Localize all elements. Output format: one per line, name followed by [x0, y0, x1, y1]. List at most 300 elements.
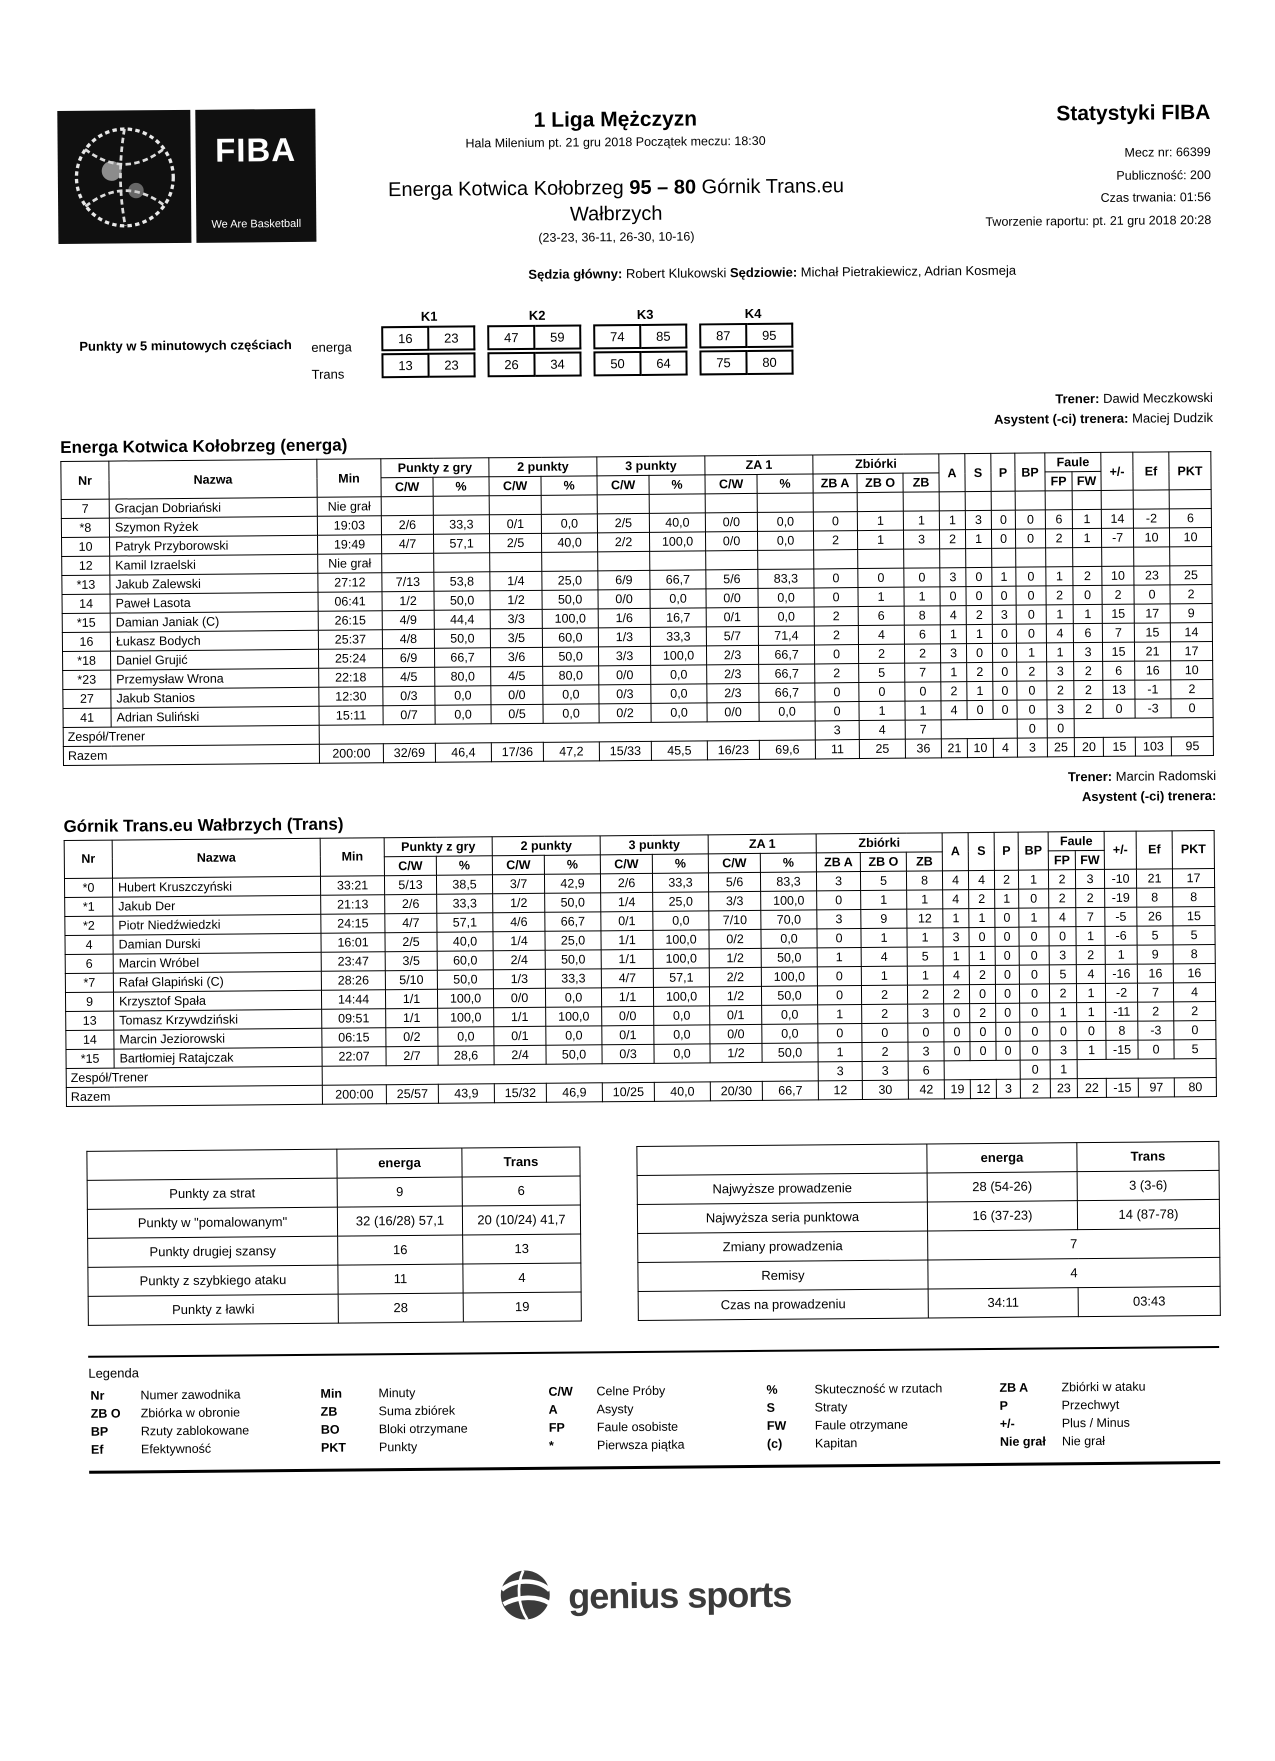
table-cell: 13 — [1103, 680, 1135, 699]
table-cell: 8 — [1106, 1021, 1138, 1040]
table-cell: 28:26 — [321, 970, 385, 990]
table-cell: Najwyższa seria punktowa — [637, 1202, 927, 1234]
table-cell: 10 — [1102, 566, 1134, 585]
table-cell: Punkty — [377, 1436, 547, 1455]
table-cell — [597, 495, 649, 514]
table-cell: 2 — [1170, 585, 1212, 604]
table-cell: Numer zawodnika — [138, 1384, 318, 1404]
table-cell: 4 — [859, 720, 905, 739]
table-cell: Nie grał — [317, 497, 381, 517]
table-cell: 0,0 — [435, 686, 491, 705]
match-number: Mecz nr: 66399 — [916, 141, 1211, 166]
table-cell: 33,3 — [433, 515, 489, 534]
column-header: Nr — [64, 840, 112, 878]
column-header: Nazwa — [109, 460, 317, 500]
column-header: Punkty z gry — [384, 836, 492, 856]
table-cell: Punkty w "pomalowanym" — [87, 1207, 337, 1238]
column-header: PKT — [1169, 452, 1211, 490]
table-cell: 0 — [992, 586, 1016, 605]
table-cell: 1 — [943, 908, 969, 927]
table-cell — [542, 552, 598, 571]
cell: 85 — [641, 324, 687, 349]
quarters-team2-label: Trans — [311, 360, 363, 387]
table-cell: 2 — [969, 889, 995, 908]
table-cell: 66,7 — [759, 683, 815, 702]
table-cell: 0,0 — [654, 1024, 710, 1043]
table-cell: 4/9 — [382, 611, 434, 630]
report-created: Tworzenie raportu: pt. 21 gru 2018 20:28 — [916, 208, 1211, 233]
table-cell: % — [764, 1380, 812, 1398]
team2-assistant-label: Asystent (-ci) trenera: — [1082, 788, 1217, 804]
table-cell: 1/4 — [493, 931, 545, 950]
team1-stats-table — [60, 451, 1214, 766]
table-cell: 7 — [61, 499, 109, 518]
table-cell: *8 — [61, 518, 109, 537]
cell: 50 — [593, 351, 641, 376]
table-cell: 1 — [858, 587, 904, 606]
table-cell: 44,4 — [434, 610, 490, 629]
table-cell: 100,0 — [437, 988, 493, 1007]
table-cell: 10 — [62, 537, 110, 556]
table-cell: 0 — [858, 568, 904, 587]
table-cell: 0/3 — [599, 685, 651, 704]
table-cell: 2 — [1171, 680, 1213, 699]
table-cell: 2 — [1048, 869, 1075, 888]
table-cell: 3 — [941, 644, 967, 663]
quarters-team-labels — [311, 333, 363, 387]
table-cell: 1 — [905, 701, 941, 720]
quarter-partials: (23-23, 36-11, 26-30, 10-16) — [316, 228, 916, 247]
table-cell: 6 — [858, 606, 904, 625]
table-cell: 6 — [908, 1060, 944, 1079]
table-cell: 2 — [1047, 681, 1074, 700]
column-header: P — [991, 453, 1015, 491]
column-header: ZA 1 — [708, 834, 816, 854]
table-cell — [813, 493, 857, 512]
table-cell: 19 — [944, 1079, 970, 1098]
table-cell: 0 — [992, 624, 1016, 643]
column-header: Ef — [1136, 830, 1172, 868]
table-cell — [598, 552, 650, 571]
table-cell: 0/7 — [383, 706, 435, 725]
table-cell: -3 — [1138, 1020, 1174, 1039]
table-cell: 5 — [1049, 964, 1076, 983]
table-cell: 80,0 — [543, 666, 599, 685]
table-cell: ZB — [319, 1402, 377, 1421]
table-cell: 2/3 — [707, 665, 759, 684]
table-cell: Efektywność — [139, 1438, 319, 1458]
final-score: 95 – 80 — [629, 176, 696, 199]
table-cell: 53,8 — [434, 572, 490, 591]
table-cell — [1077, 1058, 1216, 1078]
table-cell — [903, 492, 939, 511]
table-cell: 1/2 — [709, 986, 761, 1005]
table-row — [87, 1205, 580, 1238]
table-cell: 0 — [1020, 1002, 1050, 1021]
table-cell: 66,7 — [759, 664, 815, 683]
table-cell: Pierwsza piątka — [595, 1434, 765, 1453]
table-cell: 6/9 — [382, 649, 434, 668]
table-cell: 0 — [814, 645, 858, 664]
report-header — [0, 0, 1269, 250]
table-cell: 0 — [967, 644, 993, 663]
table-cell: 25 — [1170, 566, 1212, 585]
cell: K3 — [597, 306, 693, 322]
table-cell: 70,0 — [761, 909, 817, 928]
table-cell: -10 — [1104, 869, 1136, 888]
column-header: Zbiórki — [816, 832, 942, 852]
table-cell: 8 — [904, 606, 940, 625]
column-header: Min — [320, 837, 384, 876]
table-cell: 1 — [859, 701, 905, 720]
table-cell: energa — [337, 1148, 462, 1178]
table-cell: 3/7 — [492, 874, 544, 893]
column-header: % — [652, 853, 708, 872]
table-cell — [706, 551, 758, 570]
legend-title: Legenda — [88, 1356, 1219, 1381]
table-cell: 0/2 — [599, 704, 651, 723]
table-cell: 0 — [862, 1023, 908, 1042]
table-cell: 3 — [908, 1041, 944, 1060]
table-cell: 2 — [814, 531, 858, 550]
table-cell: 40,0 — [542, 533, 598, 552]
table-cell: 1 — [861, 966, 907, 985]
table-cell: 3/6 — [491, 648, 543, 667]
table-cell: -19 — [1105, 888, 1137, 907]
table-cell: 3/5 — [490, 629, 542, 648]
table-cell: 0 — [995, 965, 1019, 984]
table-cell — [944, 1060, 1020, 1080]
table-cell: 50,0 — [761, 947, 817, 966]
table-cell — [940, 549, 966, 568]
report-title: Statystyki FIBA — [915, 101, 1210, 128]
table-cell: 2 — [862, 1042, 908, 1061]
table-cell: 2 — [1049, 983, 1076, 1002]
table-cell: 7 — [1076, 907, 1105, 926]
table-cell: 20 — [1074, 738, 1103, 757]
table-cell: 0 — [993, 681, 1017, 700]
table-cell: 12 — [62, 556, 110, 575]
table-cell: 0 — [817, 928, 861, 947]
table-cell: 6 — [65, 954, 113, 973]
table-cell: Jakub Zalewski — [110, 574, 318, 595]
column-header: ZB A — [816, 852, 860, 871]
table-cell — [637, 1144, 927, 1176]
table-cell: 33,3 — [650, 627, 706, 646]
table-cell: 2/6 — [381, 516, 433, 535]
table-cell: 0 — [940, 587, 966, 606]
table-cell: energa — [927, 1142, 1077, 1172]
quarters-row-team1 — [381, 322, 813, 351]
table-cell: Zespół/Trener — [66, 1066, 322, 1087]
table-cell: 3/3 — [490, 610, 542, 629]
table-cell: Piotr Niedźwiedzki — [113, 914, 321, 935]
table-cell: 0 — [966, 568, 992, 587]
table-cell: 1/1 — [601, 930, 653, 949]
summary-right-table — [636, 1140, 1221, 1320]
table-cell: Najwyższe prowadzenie — [637, 1173, 927, 1205]
table-cell: 1 — [904, 587, 940, 606]
column-header: +/- — [1101, 452, 1133, 490]
table-cell: Celne Próby — [594, 1380, 764, 1399]
table-cell: +/- — [998, 1414, 1060, 1433]
column-header: ZA 1 — [705, 455, 813, 475]
table-cell: *18 — [63, 651, 111, 670]
table-cell — [991, 491, 1015, 510]
table-cell: 0 — [970, 1041, 996, 1060]
table-cell: 2 — [1074, 681, 1103, 700]
table-cell: 0,0 — [543, 685, 599, 704]
table-cell: -11 — [1106, 1002, 1138, 1021]
table-cell: 5 — [1173, 925, 1215, 944]
table-cell: Bloki otrzymane — [377, 1418, 547, 1437]
table-cell: 1 — [903, 511, 939, 530]
cell: K4 — [705, 306, 801, 322]
table-cell: 1/2 — [710, 1043, 762, 1062]
fiba-logo-tagline: We Are Basketball — [211, 218, 301, 231]
table-cell: 2/6 — [385, 894, 437, 913]
table-cell: 40,0 — [649, 513, 705, 532]
table-cell: 4 — [928, 1257, 1220, 1289]
table-cell: 2 — [858, 644, 904, 663]
table-cell: 19 — [463, 1292, 581, 1322]
table-cell: 100,0 — [546, 1006, 602, 1025]
table-cell: 3 — [816, 871, 860, 890]
table-cell: 1/6 — [598, 609, 650, 628]
table-cell: 8 — [1137, 887, 1173, 906]
table-cell — [1074, 718, 1213, 738]
column-header: % — [760, 853, 816, 872]
cell: K1 — [381, 308, 477, 324]
table-cell: 66,7 — [758, 645, 814, 664]
table-cell: BP — [89, 1422, 139, 1440]
table-cell: 5/7 — [706, 627, 758, 646]
table-cell: (c) — [765, 1434, 813, 1452]
table-cell: S — [765, 1398, 813, 1416]
table-cell: 0/1 — [602, 1025, 654, 1044]
column-header: Nr — [61, 461, 109, 499]
column-header: FP — [1048, 850, 1075, 869]
table-cell: 1 — [907, 965, 943, 984]
table-cell: 27:12 — [318, 573, 382, 593]
table-cell: 0 — [1015, 510, 1045, 529]
table-cell: 45,5 — [651, 741, 707, 760]
table-cell: 6 — [1169, 509, 1211, 528]
table-cell: 9 — [1137, 944, 1173, 963]
table-cell: Rafał Glapiński (C) — [113, 971, 321, 992]
table-cell: -16 — [1105, 964, 1137, 983]
table-cell — [858, 549, 904, 568]
table-cell: 43,9 — [438, 1083, 494, 1102]
table-cell: 0/0 — [602, 1006, 654, 1025]
table-cell: 0,0 — [653, 910, 709, 929]
table-cell: 26 — [1137, 906, 1173, 925]
table-cell: 50,0 — [762, 1042, 818, 1061]
table-cell: 0 — [991, 510, 1015, 529]
table-cell: Krzysztof Spała — [113, 990, 321, 1011]
table-cell: 25:37 — [318, 630, 382, 650]
table-cell: 17 — [1171, 642, 1213, 661]
table-cell: 1/4 — [490, 572, 542, 591]
table-cell: Adrian Suliński — [111, 707, 319, 728]
table-cell: FP — [547, 1418, 595, 1436]
table-cell: 14 (87-78) — [1077, 1199, 1219, 1229]
table-cell: 15 — [1102, 604, 1134, 623]
column-header: % — [544, 854, 600, 873]
table-cell: 200:00 — [322, 1084, 386, 1104]
table-cell: 3 — [815, 721, 859, 740]
table-cell: Zbiórka w obronie — [139, 1402, 319, 1422]
table-cell: 0 — [815, 683, 859, 702]
table-cell: 0/1 — [710, 1005, 762, 1024]
table-cell: 15 — [1173, 906, 1215, 925]
table-cell: Jakub Stanios — [111, 688, 319, 709]
table-cell: 3 — [965, 511, 991, 530]
table-cell: 57,1 — [653, 967, 709, 986]
table-cell: 0,0 — [758, 607, 814, 626]
table-row — [88, 1263, 581, 1296]
table-cell: 10/25 — [602, 1082, 654, 1101]
table-cell: 4 — [943, 965, 969, 984]
quarters-headers — [381, 305, 813, 324]
table-cell: 0 — [817, 890, 861, 909]
table-cell: 27 — [63, 689, 111, 708]
table-cell: Przechwyt — [1060, 1395, 1219, 1414]
table-cell: 4/7 — [382, 535, 434, 554]
table-cell: 0/0 — [491, 686, 543, 705]
table-cell: 50,0 — [437, 969, 493, 988]
table-cell: 42,9 — [544, 873, 600, 892]
column-header: BP — [1018, 831, 1048, 869]
table-cell: 66,7 — [650, 570, 706, 589]
table-cell: 4/6 — [493, 912, 545, 931]
table-cell: 1 — [966, 530, 992, 549]
table-cell: 13 — [66, 1011, 114, 1030]
table-cell: 22:07 — [322, 1046, 386, 1066]
table-cell: 2 — [1138, 1001, 1174, 1020]
table-cell: 12:30 — [319, 687, 383, 707]
table-cell: 16:01 — [321, 932, 385, 952]
table-cell: Trans — [462, 1147, 580, 1177]
table-cell: 0,0 — [757, 512, 813, 531]
table-cell: C/W — [546, 1382, 594, 1400]
table-cell: 8 — [906, 870, 942, 889]
table-cell: 1 — [818, 1004, 862, 1023]
table-cell: 0 — [969, 984, 995, 1003]
table-cell: 2/3 — [707, 684, 759, 703]
table-cell: -7 — [1102, 528, 1134, 547]
table-cell: 1/1 — [385, 989, 437, 1008]
table-cell: 7 — [1102, 623, 1134, 642]
column-header: C/W — [489, 477, 541, 496]
table-cell: 66,7 — [545, 911, 601, 930]
table-cell: -1 — [1135, 680, 1171, 699]
table-cell: 4 — [1046, 624, 1073, 643]
cell: 64 — [641, 351, 687, 376]
table-cell: 0/0 — [706, 589, 758, 608]
table-cell: Tomasz Krzywdziński — [114, 1009, 322, 1030]
column-header: % — [541, 476, 597, 495]
table-cell: 34:11 — [928, 1287, 1078, 1317]
table-cell: 2 — [1074, 662, 1103, 681]
table-cell: 0 — [1019, 983, 1049, 1002]
table-cell: 0 — [1017, 681, 1047, 700]
table-cell: 2 — [1076, 888, 1105, 907]
table-cell: 4 — [968, 870, 994, 889]
table-cell — [939, 492, 965, 511]
table-cell — [1102, 547, 1134, 566]
table-cell: 20 (10/24) 41,7 — [462, 1205, 580, 1235]
column-header: 2 punkty — [492, 835, 600, 855]
table-cell: 7 — [928, 1228, 1220, 1260]
header-right — [915, 101, 1211, 234]
table-cell — [382, 554, 434, 573]
table-cell: 4 — [941, 701, 967, 720]
table-cell: 0 — [1019, 945, 1049, 964]
table-cell: 1 — [1073, 605, 1102, 624]
table-cell: Trans — [1077, 1141, 1219, 1171]
table-cell: 3 — [908, 1003, 944, 1022]
table-cell: 17/36 — [491, 743, 543, 762]
table-cell: 0 — [944, 1003, 970, 1022]
table-cell: 83,3 — [758, 569, 814, 588]
table-cell: 0 — [995, 927, 1019, 946]
table-cell: 100,0 — [761, 890, 817, 909]
table-cell: 0 — [995, 946, 1019, 965]
table-cell: 0 — [992, 529, 1016, 548]
table-cell: 1 — [1047, 643, 1074, 662]
table-cell: 5 — [907, 946, 943, 965]
table-cell: -15 — [1106, 1078, 1138, 1097]
table-cell: 12 — [818, 1080, 862, 1099]
table-row — [87, 1147, 580, 1180]
table-cell: -5 — [1105, 907, 1137, 926]
table-cell: 6 — [1045, 510, 1072, 529]
table-cell: 4 — [940, 606, 966, 625]
column-header: C/W — [381, 478, 433, 497]
table-cell: 0 — [1020, 1040, 1050, 1059]
table-cell: 2 — [1102, 585, 1134, 604]
table-cell: Punkty z szybkiego ataku — [88, 1265, 338, 1296]
table-cell: 25 — [859, 739, 905, 758]
table-cell: 6 — [462, 1176, 580, 1206]
league-title: 1 Liga Mężczyzn — [315, 106, 915, 135]
table-cell: 200:00 — [319, 744, 383, 764]
table-cell: 3 — [996, 1079, 1020, 1098]
table-cell: 15:11 — [319, 706, 383, 726]
column-header: S — [965, 454, 991, 492]
table-cell: -3 — [1135, 699, 1171, 718]
table-cell: 28,6 — [438, 1045, 494, 1064]
table-cell: 60,0 — [542, 628, 598, 647]
table-cell: 0/0 — [706, 532, 758, 551]
table-cell: 1 — [1018, 869, 1048, 888]
table-cell: FW — [765, 1416, 813, 1434]
table-cell: 50,0 — [761, 985, 817, 1004]
table-cell: 0 — [1073, 586, 1102, 605]
table-cell: Punkty z ławki — [88, 1294, 338, 1325]
table-cell: 0 — [944, 1022, 970, 1041]
table-cell: 1 — [940, 625, 966, 644]
column-header: Ef — [1133, 452, 1169, 490]
table-cell: 17 — [1172, 868, 1214, 887]
table-cell: 0 — [995, 984, 1019, 1003]
table-cell: 06:15 — [322, 1027, 386, 1047]
table-cell — [992, 548, 1016, 567]
table-cell: 50,0 — [434, 591, 490, 610]
table-cell: 1 — [861, 928, 907, 947]
cell: 59 — [535, 324, 581, 349]
